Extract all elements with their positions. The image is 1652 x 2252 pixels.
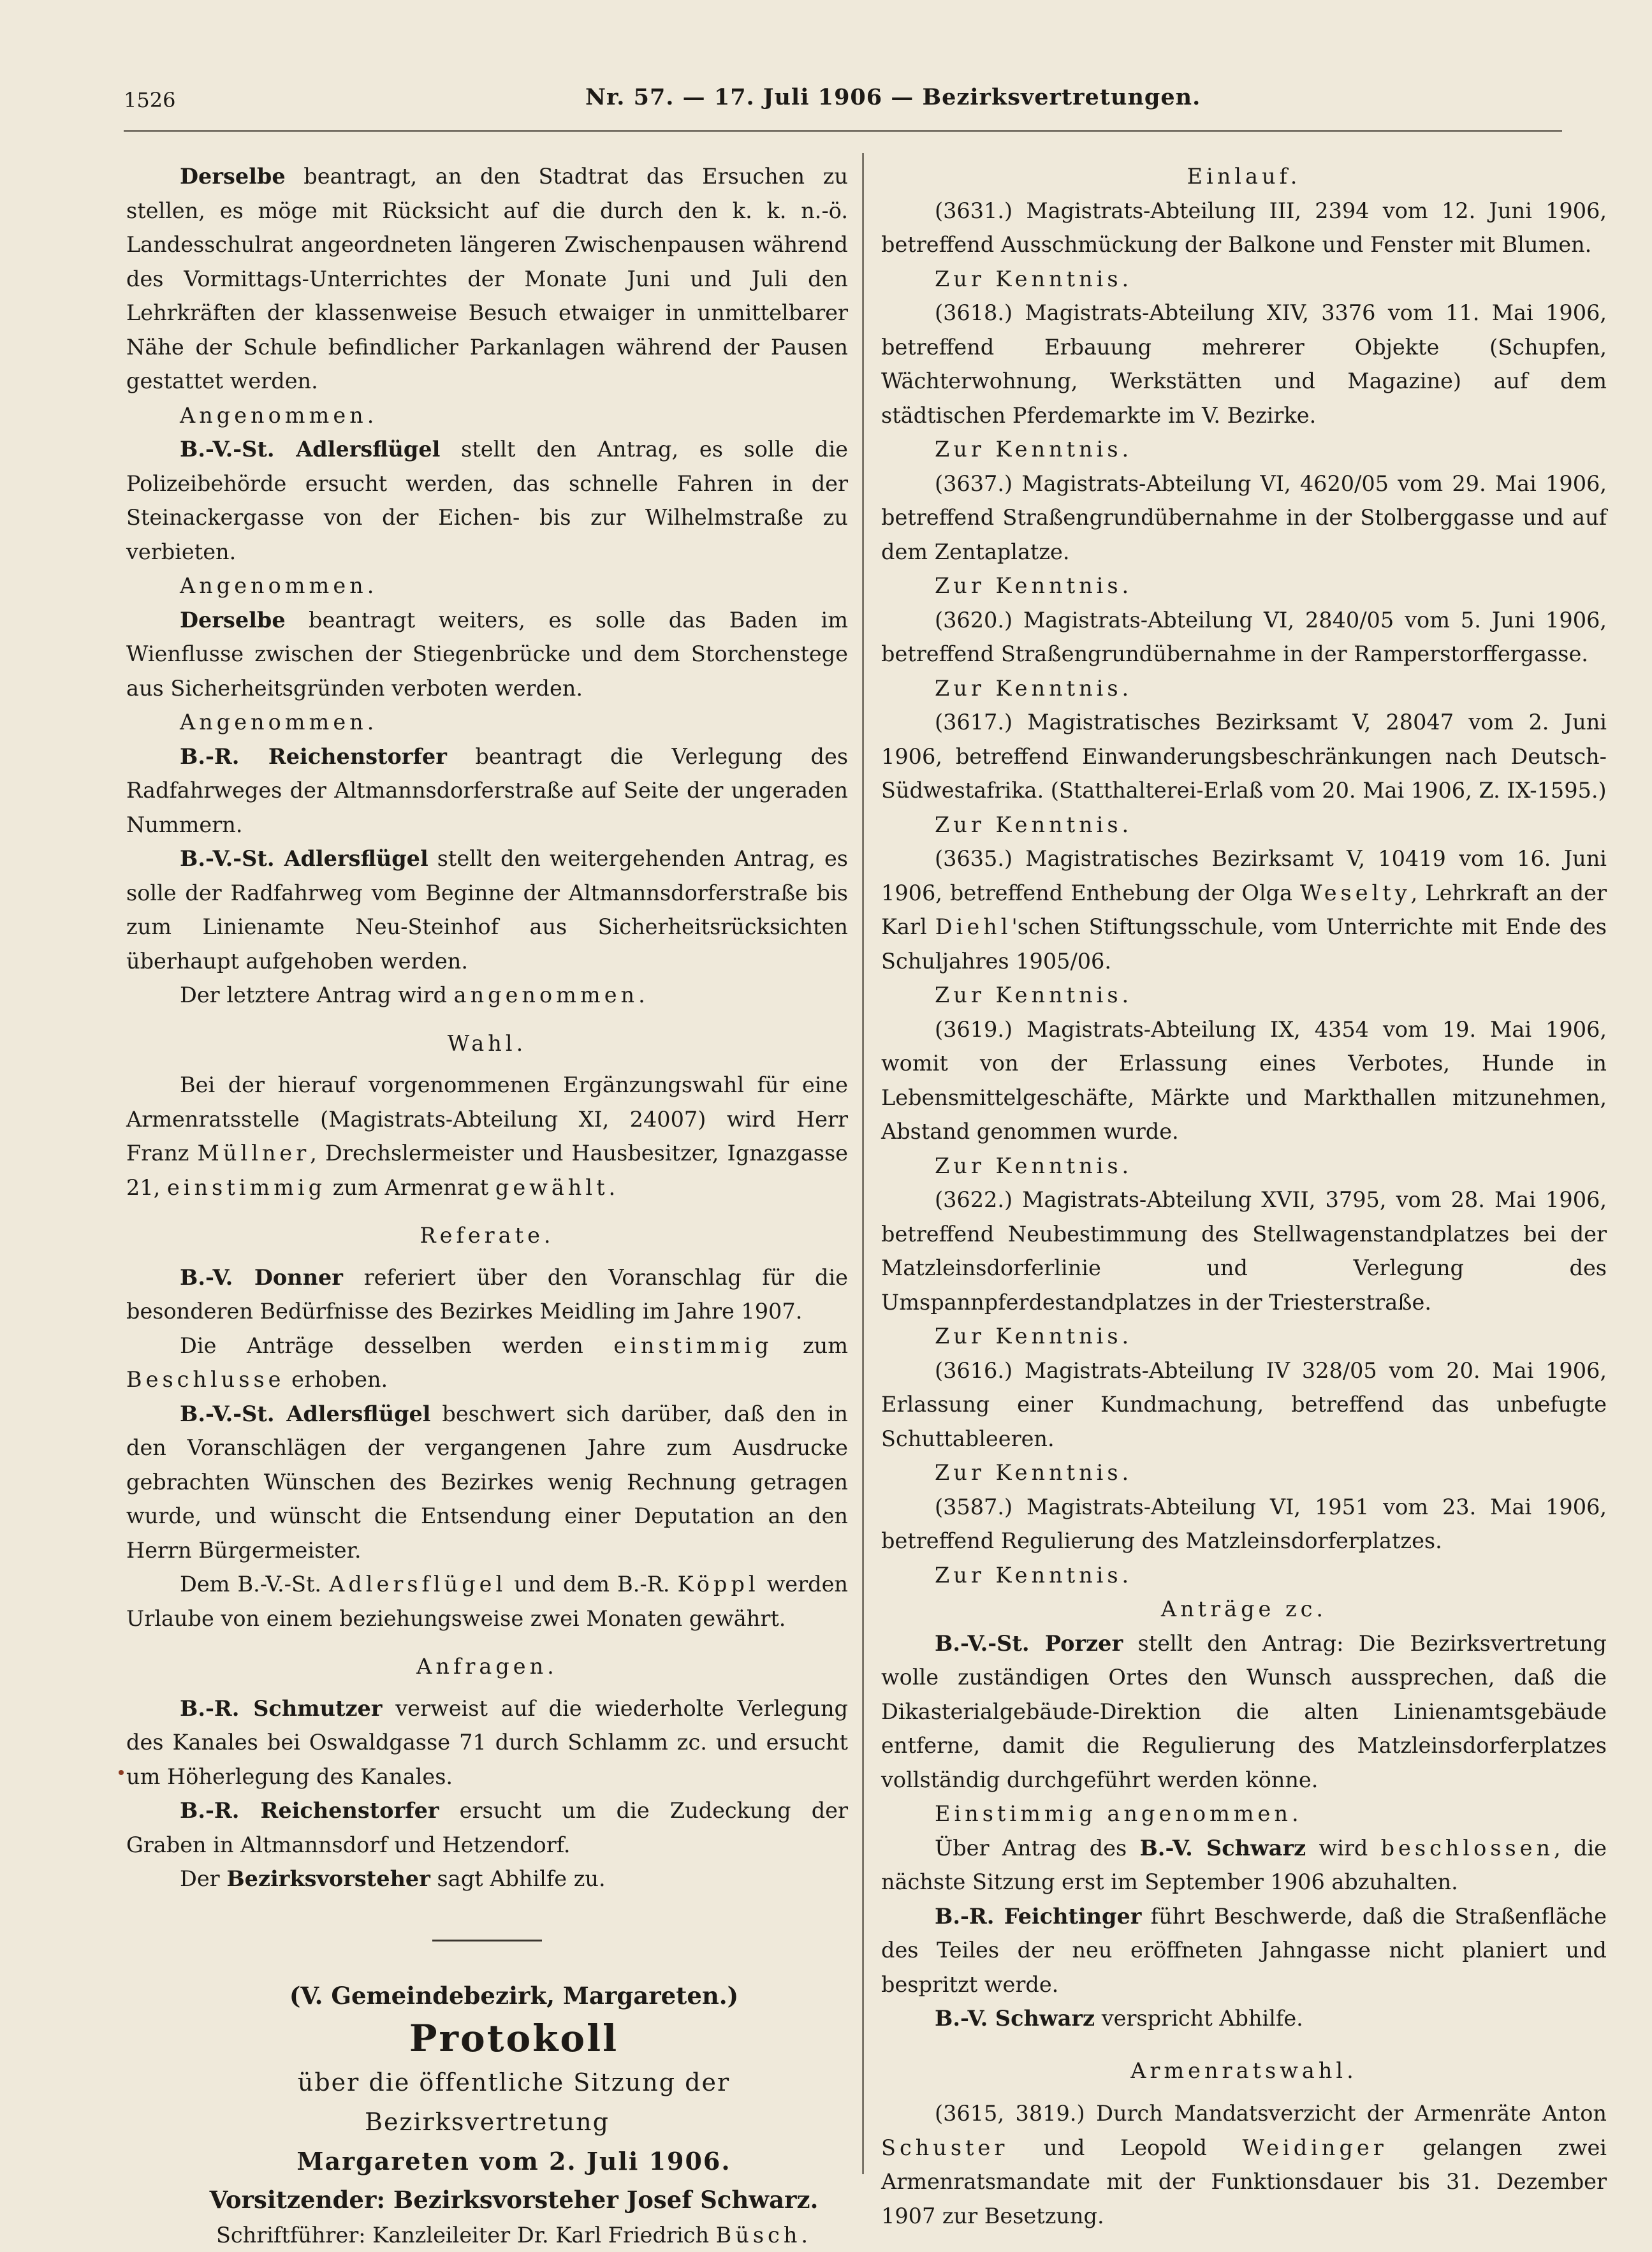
paragraph-text: Die Anträge desselben werden: [180, 1333, 613, 1358]
speaker-name: B.-R. Reichenstorfer: [180, 744, 447, 769]
paragraph: [126, 740, 848, 842]
paragraph: [126, 1329, 848, 1397]
spaced-text: Köppl: [678, 1572, 759, 1597]
paragraph-text: ersucht um die Zudeckung der Graben in Altmannsdorf und Hetzendorf.: [126, 1798, 848, 1857]
section-heading-armenratswahl: Armenratswahl.: [881, 2054, 1607, 2088]
verdict: Zur Kenntnis.: [881, 1456, 1607, 1490]
spaced-text: beschlossen: [1381, 1836, 1554, 1861]
verdict: Zur Kenntnis.: [881, 671, 1607, 706]
einlauf-item: (3619.) Magistrats-Abteilung IX, 4354 vom 19. Mai 1906, womit von der Erlassung eines Verbotes, Hunde in Lebensmittelgeschäfte, Märkte und Markthallen mitzunehmen, Abstand genommen wurde.: [881, 1013, 1607, 1149]
einlauf-item: (3620.) Magistrats-Abteilung VI, 2840/05 vom 5. Juni 1906, betreffend Straßengrundübernahme in der Ramperstorffergasse.: [881, 603, 1607, 671]
einlauf-item: (3617.) Magistratisches Bezirksamt V, 28047 vom 2. Juni 1906, betreffend Einwanderungsbeschränkungen nach Deutsch-Südwestafrika. (Statthalterei-Erlaß vom 20. Mai 1906, Z. IX-1595.): [881, 705, 1607, 808]
paragraph-text: stellt den weitergehenden Antrag, es solle der Radfahrweg vom Beginne der Altmannsdorferstraße bis zum Linienamte Neu-Steinhof aus Sicherheitsrücksichten überhaupt aufgehoben werden.: [126, 846, 848, 974]
verdict: Angenommen.: [126, 705, 848, 740]
left-column: [126, 159, 848, 2252]
paragraph-text: , Drechslermeister und Hausbesitzer, Ignazgasse 21,: [126, 1141, 848, 1200]
verdict: Zur Kenntnis.: [881, 1149, 1607, 1183]
paragraph-text: beantragt weiters, es solle das Baden im Wienflusse zwischen der Stiegenbrücke und dem Storchenstege aus Sicherheitsgründen verboten werden.: [126, 608, 848, 701]
speaker-name: B.-V. Schwarz: [935, 2006, 1095, 2031]
speaker-name: B.-V. Donner: [180, 1265, 343, 1290]
paragraph-text: referiert über den Voranschlag für die besonderen Bedürfnisse des Bezirkes Meidling im Jahre 1907.: [126, 1265, 848, 1324]
paragraph: [126, 1794, 848, 1862]
paragraph-text: sagt Abhilfe zu.: [430, 1866, 606, 1891]
paragraph: [881, 1627, 1607, 1797]
speaker-name: B.-V.-St. Adlersflügel: [180, 437, 440, 462]
speaker-name: Bezirksvorsteher: [226, 1866, 430, 1891]
paragraph: [881, 2096, 1607, 2233]
verdict: Zur Kenntnis.: [881, 1319, 1607, 1354]
paragraph: [881, 1831, 1607, 1899]
speaker-name: B.-R. Reichenstorfer: [180, 1798, 439, 1823]
paragraph-text: (3635.) Magistratisches Bezirksamt V, 10419 vom 16. Juni 1906, betreffend Enthebung der Olga: [881, 846, 1607, 905]
separator-rule: [432, 1940, 542, 1941]
paragraph: [126, 842, 848, 978]
section-heading-wahl: Wahl.: [126, 1027, 848, 1061]
einlauf-item: [881, 842, 1607, 978]
paragraph: [881, 1899, 1607, 2002]
paragraph-text: verspricht Abhilfe.: [1095, 2006, 1303, 2031]
paragraph: [126, 978, 848, 1013]
spaced-text: Beschlusse: [126, 1367, 284, 1392]
paragraph: [126, 1261, 848, 1329]
speaker-name: B.-V. Schwarz: [1139, 1836, 1306, 1861]
paragraph: [126, 1068, 848, 1204]
spaced-text: Müllner: [198, 1141, 311, 1166]
right-column: [881, 159, 1607, 2233]
verdict: Zur Kenntnis.: [881, 432, 1607, 467]
paragraph-text: Dem B.-V.-St.: [180, 1572, 329, 1597]
paragraph-text: verweist auf die wiederholte Verlegung des Kanales bei Oswaldgasse 71 durch Schlamm zc. und ersucht um Höherlegung des Kanales.: [126, 1696, 848, 1789]
paragraph: [126, 432, 848, 569]
speaker-name: Derselbe: [180, 608, 286, 632]
verdict: Zur Kenntnis.: [881, 569, 1607, 603]
clerk-prefix: Schriftführer: Kanzleileiter Dr. Karl Friedrich: [216, 2223, 716, 2248]
paragraph-text: erhoben.: [284, 1367, 388, 1392]
spaced-text: gewählt.: [495, 1175, 619, 1200]
spaced-text: einstimmig: [167, 1175, 326, 1200]
spaced-text: Adlersflügel: [329, 1572, 506, 1597]
paragraph-text: Der: [180, 1866, 226, 1891]
paragraph-text: beschwert sich darüber, daß den in den Voranschlägen der vergangenen Jahre zum Ausdrucke gebrachten Wünschen des Bezirkes wenig Rechnung getragen wurde, und wünscht die Entsendung einer Deputation an den Herrn Bürgermeister.: [126, 1401, 848, 1563]
column-divider: [862, 153, 864, 2174]
paragraph: [126, 159, 848, 398]
paragraph-text: gelangen zwei Armenratsmandate mit der Funktionsdauer bis 31. Dezember 1907 zur Besetzung.: [881, 2135, 1607, 2228]
paragraph-text: beantragt, an den Stadtrat das Ersuchen zu stellen, es möge mit Rücksicht auf die durch den k. k. n.-ö. Landesschulrat angeordneten längeren Zwischenpausen während des Vormittags-Unterrichtes der Monate Juni und Juli den Lehrkräften der klassenweise Besuch etwaiger in unmittelbarer Nähe der Schule befindlicher Parkanlagen während der Pausen gestattet werden.: [126, 164, 848, 393]
verdict: Einstimmig angenommen.: [881, 1797, 1607, 1831]
einlauf-item: (3616.) Magistrats-Abteilung IV 328/05 vom 20. Mai 1906, Erlassung einer Kundmachung, betreffend das unbefugte Schuttableeren.: [881, 1354, 1607, 1456]
page-number: 1526: [124, 88, 175, 112]
paragraph-text: zum Armenrat: [326, 1175, 495, 1200]
einlauf-item: (3618.) Magistrats-Abteilung XIV, 3376 vom 11. Mai 1906, betreffend Erbauung mehrerer Objekte (Schupfen, Wächterwohnung, Werkstätten und Magazine) auf dem städtischen Pferdemarkte im V. Bezirke.: [881, 296, 1607, 432]
paragraph-text: , die nächste Sitzung erst im September 1906 abzuhalten.: [881, 1836, 1607, 1895]
margin-dot: [119, 1770, 124, 1775]
verdict: Zur Kenntnis.: [881, 1558, 1607, 1593]
paragraph-text: werden Urlaube von einem beziehungsweise zwei Monaten gewährt.: [126, 1572, 848, 1631]
paragraph: [126, 603, 848, 706]
spaced-text: Weidinger: [1242, 2135, 1387, 2160]
verdict: Zur Kenntnis.: [881, 262, 1607, 296]
district-heading: (V. Gemeindebezirk, Margareten.): [126, 1977, 848, 2014]
paragraph-text: , Lehrkraft an der Karl: [881, 881, 1607, 940]
paragraph: [126, 1567, 848, 1635]
verdict: Angenommen.: [126, 569, 848, 603]
paragraph-text: stellt den Antrag, es solle die Polizeibehörde ersucht werden, das schnelle Fahren in der Steinackergasse von der Eichen- bis zur Wilhelmstraße zu verbieten.: [126, 437, 848, 564]
header-rule: [124, 130, 1562, 132]
einlauf-item: (3587.) Magistrats-Abteilung VI, 1951 vom 23. Mai 1906, betreffend Regulierung des Matzleinsdorferplatzes.: [881, 1490, 1607, 1558]
section-heading-einlauf: Einlauf.: [881, 159, 1607, 194]
paragraph-text: wird: [1306, 1836, 1380, 1861]
einlauf-item: (3631.) Magistrats-Abteilung III, 2394 vom 12. Juni 1906, betreffend Ausschmückung der Balkone und Fenster mit Blumen.: [881, 194, 1607, 262]
paragraph: [126, 1862, 848, 1896]
paragraph: [881, 2001, 1607, 2036]
speaker-name: Derselbe: [180, 164, 286, 189]
spaced-text: Schuster: [881, 2135, 1008, 2160]
protokoll-date: Margareten vom 2. Juli 1906.: [126, 2142, 848, 2181]
protokoll-subtitle: über die öffentliche Sitzung der Bezirksvertretung: [126, 2063, 848, 2142]
speaker-name: B.-V.-St. Porzer: [935, 1631, 1123, 1656]
section-heading-referate: Referate.: [126, 1218, 848, 1253]
paragraph-text: Bei der hierauf vorgenommenen Ergänzungswahl für eine Armenratsstelle (Magistrats-Abteilung XI, 24007) wird Herr Franz: [126, 1072, 848, 1166]
section-heading-antraege: Anträge zc.: [881, 1592, 1607, 1627]
spaced-text: einstimmig: [613, 1333, 772, 1358]
protokoll-title: Protokoll: [126, 2014, 848, 2063]
paragraph-text: beantragt die Verlegung des Radfahrweges der Altmannsdorferstraße auf Seite der ungeraden Nummern.: [126, 744, 848, 837]
einlauf-item: (3622.) Magistrats-Abteilung XVII, 3795, vom 28. Mai 1906, betreffend Neubestimmung des Stellwagenstandplatzes bei der Matzleinsdorferlinie und Verlegung des Umspannpferdestandplatzes in der Triesterstraße.: [881, 1183, 1607, 1319]
verdict: Zur Kenntnis.: [881, 978, 1607, 1013]
running-head: Nr. 57. — 17. Juli 1906 — Bezirksvertretungen.: [585, 84, 1201, 110]
paragraph-text: stellt den Antrag: Die Bezirksvertretung wolle zuständigen Ortes den Wunsch aussprechen, daß die Dikasterialgebäude-Direktion die alten Linienamtsgebäude entferne, damit die Regulierung des Matzleinsdorferplatzes vollständig durchgeführt werden könne.: [881, 1631, 1607, 1792]
chair-line: Vorsitzender: Bezirksvorsteher Josef Schwarz.: [126, 2181, 848, 2218]
paragraph: [126, 1692, 848, 1794]
paragraph-text: führt Beschwerde, daß die Straßenfläche des Teiles der neu eröffneten Jahngasse nicht planiert und bespritzt werde.: [881, 1904, 1607, 1997]
clerk-name: Büsch.: [716, 2223, 812, 2248]
clerk-line: [126, 2218, 848, 2252]
speaker-name: B.-R. Schmutzer: [180, 1696, 382, 1721]
section-heading-anfragen: Anfragen.: [126, 1649, 848, 1684]
spaced-text: Weselty: [1300, 881, 1411, 905]
paragraph-text: Über Antrag des: [935, 1836, 1139, 1861]
speaker-name: B.-V.-St. Adlersflügel: [180, 846, 428, 871]
paragraph-text: zum: [773, 1333, 849, 1358]
spaced-text: Diehl: [935, 914, 1012, 939]
paragraph-text: und Leopold: [1008, 2135, 1242, 2160]
verdict: Angenommen.: [126, 398, 848, 433]
paragraph-text: (3615, 3819.) Durch Mandatsverzicht der Armenräte Anton: [935, 2101, 1607, 2126]
spaced-text: angenommen.: [454, 983, 649, 1007]
verdict: Zur Kenntnis.: [881, 808, 1607, 842]
paragraph-text: Der letztere Antrag wird: [180, 983, 454, 1007]
paragraph-text: 'schen Stiftungsschule, vom Unterrichte mit Ende des Schuljahres 1905/06.: [881, 914, 1607, 974]
speaker-name: B.-V.-St. Adlersflügel: [180, 1401, 431, 1426]
paragraph-text: und dem B.-R.: [506, 1572, 677, 1597]
paragraph: [126, 1397, 848, 1568]
speaker-name: B.-R. Feichtinger: [935, 1904, 1141, 1929]
einlauf-item: (3637.) Magistrats-Abteilung VI, 4620/05 vom 29. Mai 1906, betreffend Straßengrundübernahme in der Stolberggasse und auf dem Zentaplatze.: [881, 467, 1607, 569]
